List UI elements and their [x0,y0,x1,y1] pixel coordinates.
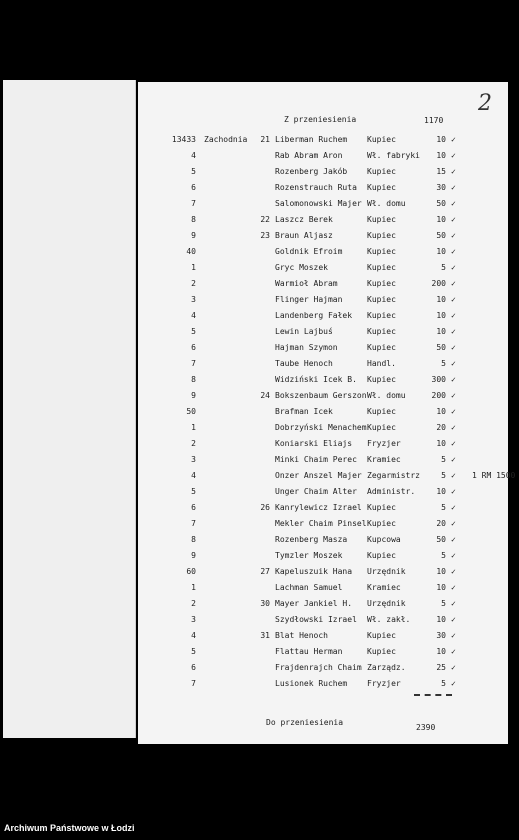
person-name: Rozenstrauch Ruta [275,183,357,192]
amount: 10 [436,135,446,144]
house-number: 30 [260,599,270,608]
amount: 50 [436,535,446,544]
row-number: 7 [191,679,196,688]
row-number: 1 [191,263,196,272]
table-row [138,644,508,660]
table-row [138,580,508,596]
amount: 20 [436,423,446,432]
table-row [138,628,508,644]
check-mark-icon: ✓ [451,167,456,176]
person-name: Goldnik Efroim [275,247,343,256]
amount: 20 [436,519,446,528]
occupation: Kupiec [367,247,396,256]
table-row [138,180,508,196]
row-number: 3 [191,455,196,464]
row-number: 40 [186,247,196,256]
check-mark-icon: ✓ [451,487,456,496]
footer-carry-total: 2390 [416,723,436,732]
row-number: 3 [191,615,196,624]
occupation: Wł. domu [367,391,406,400]
row-number: 13433 [171,135,196,144]
amount: 50 [436,343,446,352]
table-row [138,500,508,516]
occupation: Kupiec [367,135,396,144]
row-number: 4 [191,151,196,160]
check-mark-icon: ✓ [451,647,456,656]
occupation: Kupiec [367,183,396,192]
row-number: 6 [191,663,196,672]
row-number: 5 [191,327,196,336]
check-mark-icon: ✓ [451,679,456,688]
occupation: Wł. zakł. [367,615,411,624]
occupation: Kramiec [367,583,401,592]
occupation: Zegarmistrz [367,471,420,480]
person-name: Szydłowski Izrael [275,615,357,624]
house-number: 27 [260,567,270,576]
check-mark-icon: ✓ [451,375,456,384]
amount: 25 [436,663,446,672]
amount: 5 [441,263,446,272]
table-row [138,196,508,212]
check-mark-icon: ✓ [451,503,456,512]
occupation: Kupiec [367,263,396,272]
occupation: Kupiec [367,551,396,560]
occupation: Wł. fabryki [367,151,420,160]
table-row [138,244,508,260]
row-number: 8 [191,215,196,224]
amount: 30 [436,183,446,192]
table-row [138,292,508,308]
table-row [138,132,508,148]
row-number: 5 [191,167,196,176]
row-number: 1 [191,423,196,432]
table-row [138,148,508,164]
amount: 10 [436,151,446,160]
row-number: 5 [191,487,196,496]
amount: 10 [436,407,446,416]
person-name: Koniarski Eliajs [275,439,353,448]
check-mark-icon: ✓ [451,391,456,400]
occupation: Kupiec [367,343,396,352]
person-name: Hajman Szymon [275,343,338,352]
occupation: Zarządz. [367,663,406,672]
row-number: 7 [191,519,196,528]
table-row [138,340,508,356]
occupation: Kupiec [367,375,396,384]
person-name: Brafman Icek [275,407,333,416]
table-row [138,676,508,692]
occupation: Kupiec [367,327,396,336]
occupation: Kupiec [367,311,396,320]
person-name: Frajdenrajch Chaim [275,663,362,672]
table-row [138,452,508,468]
occupation: Kupiec [367,215,396,224]
house-number: 31 [260,631,270,640]
person-name: Landenberg Fałek [275,311,353,320]
occupation: Fryzjer [367,679,401,688]
header-carry-label: Z przeniesienia [284,115,357,124]
occupation: Kupiec [367,167,396,176]
house-number: 26 [260,503,270,512]
row-number: 4 [191,631,196,640]
amount: 10 [436,583,446,592]
person-name: Minki Chaim Perec [275,455,357,464]
table-row [138,260,508,276]
person-name: Flattau Herman [275,647,343,656]
check-mark-icon: ✓ [451,599,456,608]
check-mark-icon: ✓ [451,535,456,544]
occupation: Kupiec [367,423,396,432]
house-number: 24 [260,391,270,400]
amount: 5 [441,359,446,368]
table-row [138,516,508,532]
person-name: Rozenberg Jakób [275,167,348,176]
check-mark-icon: ✓ [451,471,456,480]
table-row [138,324,508,340]
table-row [138,388,508,404]
amount: 200 [431,279,446,288]
check-mark-icon: ✓ [451,359,456,368]
check-mark-icon: ✓ [451,183,456,192]
occupation: Kupiec [367,503,396,512]
occupation: Kupiec [367,407,396,416]
row-number: 2 [191,599,196,608]
table-row [138,612,508,628]
person-name: Tymzler Moszek [275,551,343,560]
table-row [138,404,508,420]
person-name: Gryc Moszek [275,263,328,272]
row-number: 2 [191,439,196,448]
house-number: 21 [260,135,270,144]
row-number: 2 [191,279,196,288]
row-number: 9 [191,391,196,400]
person-name: Lewin Lajbuś [275,327,333,336]
occupation: Kupcowa [367,535,401,544]
row-number: 7 [191,199,196,208]
check-mark-icon: ✓ [451,567,456,576]
footer-carry-label: Do przeniesienia [266,718,344,727]
amount: 10 [436,439,446,448]
check-mark-icon: ✓ [451,455,456,464]
person-name: Warmioł Abram [275,279,338,288]
amount: 50 [436,199,446,208]
amount: 10 [436,295,446,304]
amount: 15 [436,167,446,176]
row-number: 4 [191,311,196,320]
table-row [138,420,508,436]
row-number: 60 [186,567,196,576]
person-name: Taube Henoch [275,359,333,368]
row-number: 4 [191,471,196,480]
occupation: Handl. [367,359,396,368]
table-row [138,532,508,548]
person-name: Dobrzyński Menachem [275,423,367,432]
amount: 30 [436,631,446,640]
check-mark-icon: ✓ [451,199,456,208]
person-name: Flinger Hajman [275,295,343,304]
check-mark-icon: ✓ [451,551,456,560]
amount: 5 [441,551,446,560]
person-name: Mayer Jankiel H. [275,599,353,608]
check-mark-icon: ✓ [451,615,456,624]
amount: 10 [436,247,446,256]
check-mark-icon: ✓ [451,423,456,432]
check-mark-icon: ✓ [451,519,456,528]
amount: 10 [436,647,446,656]
table-row [138,164,508,180]
person-name: Rozenberg Masza [275,535,348,544]
archive-label: Archiwum Państwowe w Łodzi [4,823,135,833]
check-mark-icon: ✓ [451,151,456,160]
table-row [138,212,508,228]
person-name: Bokszenbaum Gerszon [275,391,367,400]
occupation: Kramiec [367,455,401,464]
table-row [138,308,508,324]
row-number: 9 [191,551,196,560]
person-name: Unger Chaim Alter [275,487,357,496]
table-row [138,660,508,676]
occupation: Kupiec [367,631,396,640]
table-row [138,468,516,484]
occupation: Kupiec [367,295,396,304]
row-number: 3 [191,295,196,304]
facing-page [3,80,136,738]
check-mark-icon: ✓ [451,407,456,416]
check-mark-icon: ✓ [451,327,456,336]
amount: 5 [441,679,446,688]
row-number: 8 [191,375,196,384]
amount: 5 [441,503,446,512]
amount: 5 [441,599,446,608]
check-mark-icon: ✓ [451,295,456,304]
amount: 10 [436,311,446,320]
amount: 10 [436,615,446,624]
table-row [138,596,508,612]
table-row [138,484,508,500]
check-mark-icon: ✓ [451,663,456,672]
occupation: Wł. domu [367,199,406,208]
row-number: 7 [191,359,196,368]
person-name: Salomonowski Majer [275,199,362,208]
occupation: Urzędnik [367,599,406,608]
amount: 10 [436,487,446,496]
row-number: 6 [191,183,196,192]
check-mark-icon: ✓ [451,135,456,144]
amount: 50 [436,231,446,240]
table-row [138,372,508,388]
amount: 10 [436,567,446,576]
occupation: Fryzjer [367,439,401,448]
check-mark-icon: ✓ [451,583,456,592]
person-name: Onzer Anszel Majer [275,471,362,480]
folio-number: 2 [478,91,492,116]
check-mark-icon: ✓ [451,231,456,240]
occupation: Kupiec [367,279,396,288]
sum-underline [414,694,452,696]
row-number: 50 [186,407,196,416]
person-name: Lusionek Ruchem [275,679,348,688]
person-name: Widzińskі Icek B. [275,375,357,384]
amount: 10 [436,327,446,336]
amount: 5 [441,471,446,480]
house-number: 23 [260,231,270,240]
person-name: Kanrylewicz Izrael [275,503,362,512]
amount: 5 [441,455,446,464]
check-mark-icon: ✓ [451,215,456,224]
check-mark-icon: ✓ [451,311,456,320]
person-name: Rab Abram Aron [275,151,343,160]
row-number: 1 [191,583,196,592]
check-mark-icon: ✓ [451,439,456,448]
ledger-page [138,82,516,744]
table-row [138,356,508,372]
row-number: 6 [191,343,196,352]
street-name: Zachodnia [204,135,248,144]
check-mark-icon: ✓ [451,279,456,288]
occupation: Kupiec [367,519,396,528]
check-mark-icon: ✓ [451,247,456,256]
check-mark-icon: ✓ [451,343,456,352]
row-number: 6 [191,503,196,512]
person-name: Blat Henoch [275,631,328,640]
person-name: Lachman Samuel [275,583,343,592]
amount: 10 [436,215,446,224]
person-name: Mekler Chaim Pinsel [275,519,367,528]
table-row [138,548,508,564]
occupation: Urzędnik [367,567,406,576]
table-row [138,276,508,292]
house-number: 22 [260,215,270,224]
table-row [138,228,508,244]
person-name: Kapeluszuik Hana [275,567,353,576]
occupation: Kupiec [367,231,396,240]
person-name: Laszcz Berek [275,215,333,224]
margin-note: 1 RM 1500 [472,471,516,480]
row-number: 9 [191,231,196,240]
occupation: Kupiec [367,647,396,656]
table-row [138,564,508,580]
amount: 300 [431,375,446,384]
header-carry-total: 1170 [424,116,444,125]
table-row [138,436,508,452]
person-name: Braun Aljasz [275,231,333,240]
amount: 200 [431,391,446,400]
occupation: Administr. [367,487,416,496]
row-number: 5 [191,647,196,656]
row-number: 8 [191,535,196,544]
check-mark-icon: ✓ [451,263,456,272]
check-mark-icon: ✓ [451,631,456,640]
person-name: Liberman Ruchem [275,135,348,144]
